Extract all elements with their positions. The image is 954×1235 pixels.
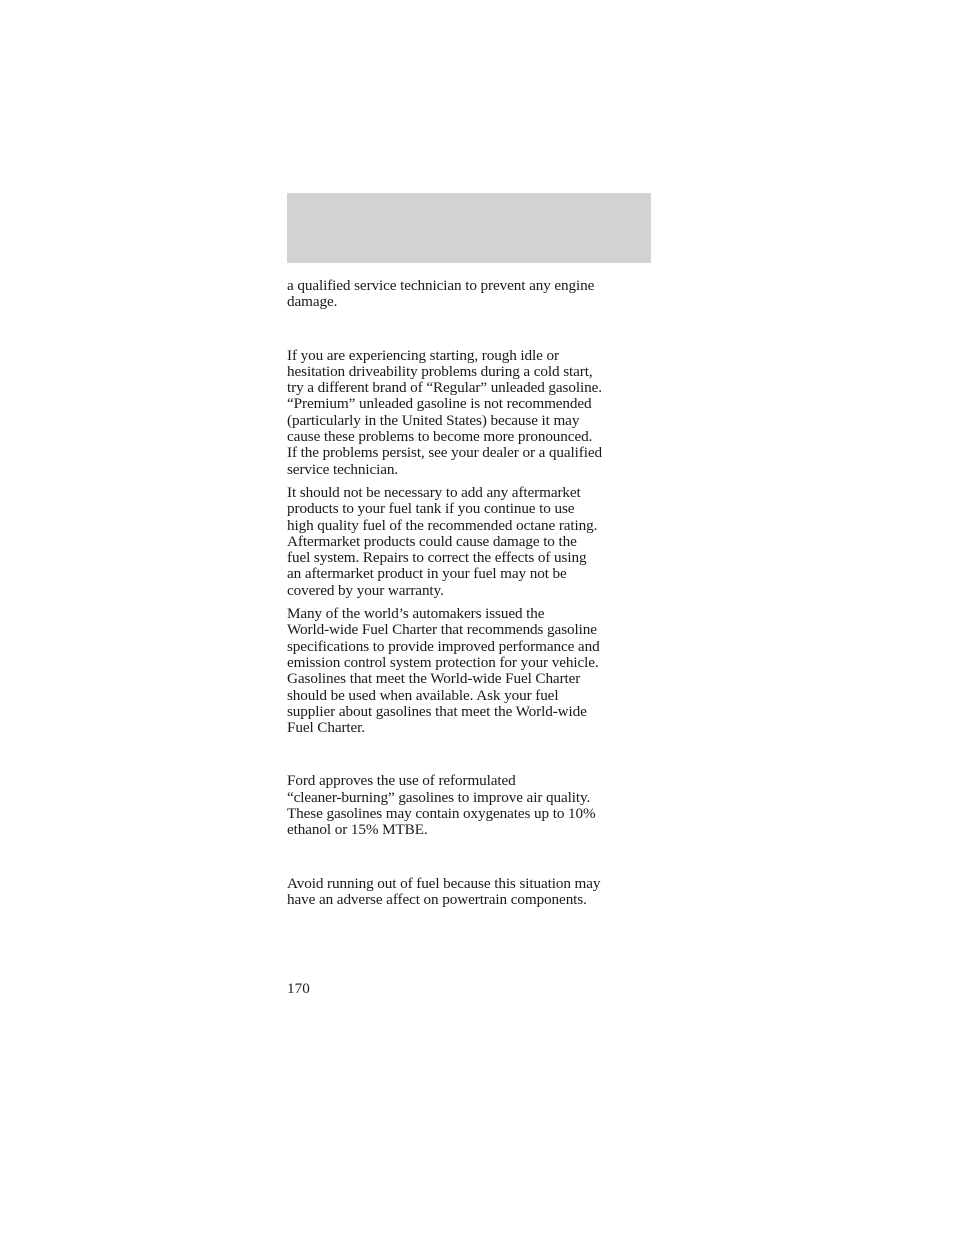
paragraph-running-out: Avoid running out of fuel because this situation may have an adverse affect on powertrain components.	[287, 874, 601, 908]
paragraph-aftermarket: It should not be necessary to add any aftermarket products to your fuel tank if you continue to use high quality fuel of the recommended octane rating. Aftermarket products could cause damage to the fuel system. Repairs to correct the effects of using an aftermarket product in your fuel may not be covered by your warranty.	[287, 483, 598, 599]
paragraph-cold-start: If you are experiencing starting, rough idle or hesitation driveability problems during a cold start, try a different brand of “Regular” unleaded gasoline. “Premium” unleaded gasoline is not recommended (particularly in the United States) because it may cause these problems to become more pronounced. If the problems persist, see your dealer or a qualified service technician.	[287, 346, 603, 478]
body-text	[287, 278, 655, 908]
header-band	[287, 193, 651, 263]
paragraph-engine-damage: a qualified service technician to prevent any engine damage.	[287, 277, 595, 311]
paragraph-reformulated: Ford approves the use of reformulated “cleaner-burning” gasolines to improve air quality. These gasolines may contain oxygenates up to 10% ethanol or 15% MTBE.	[287, 772, 596, 839]
paragraph-fuel-charter: Many of the world’s automakers issued the World-wide Fuel Charter that recommends gasoline specifications to provide improved performance and emission control system protection for your vehicle. Gasolines that meet the World-wide Fuel Charter should be used when available. Ask your fuel supplier about gasolines that meet the World-wide Fuel Charter.	[287, 605, 600, 737]
page-number: 170	[287, 980, 310, 997]
